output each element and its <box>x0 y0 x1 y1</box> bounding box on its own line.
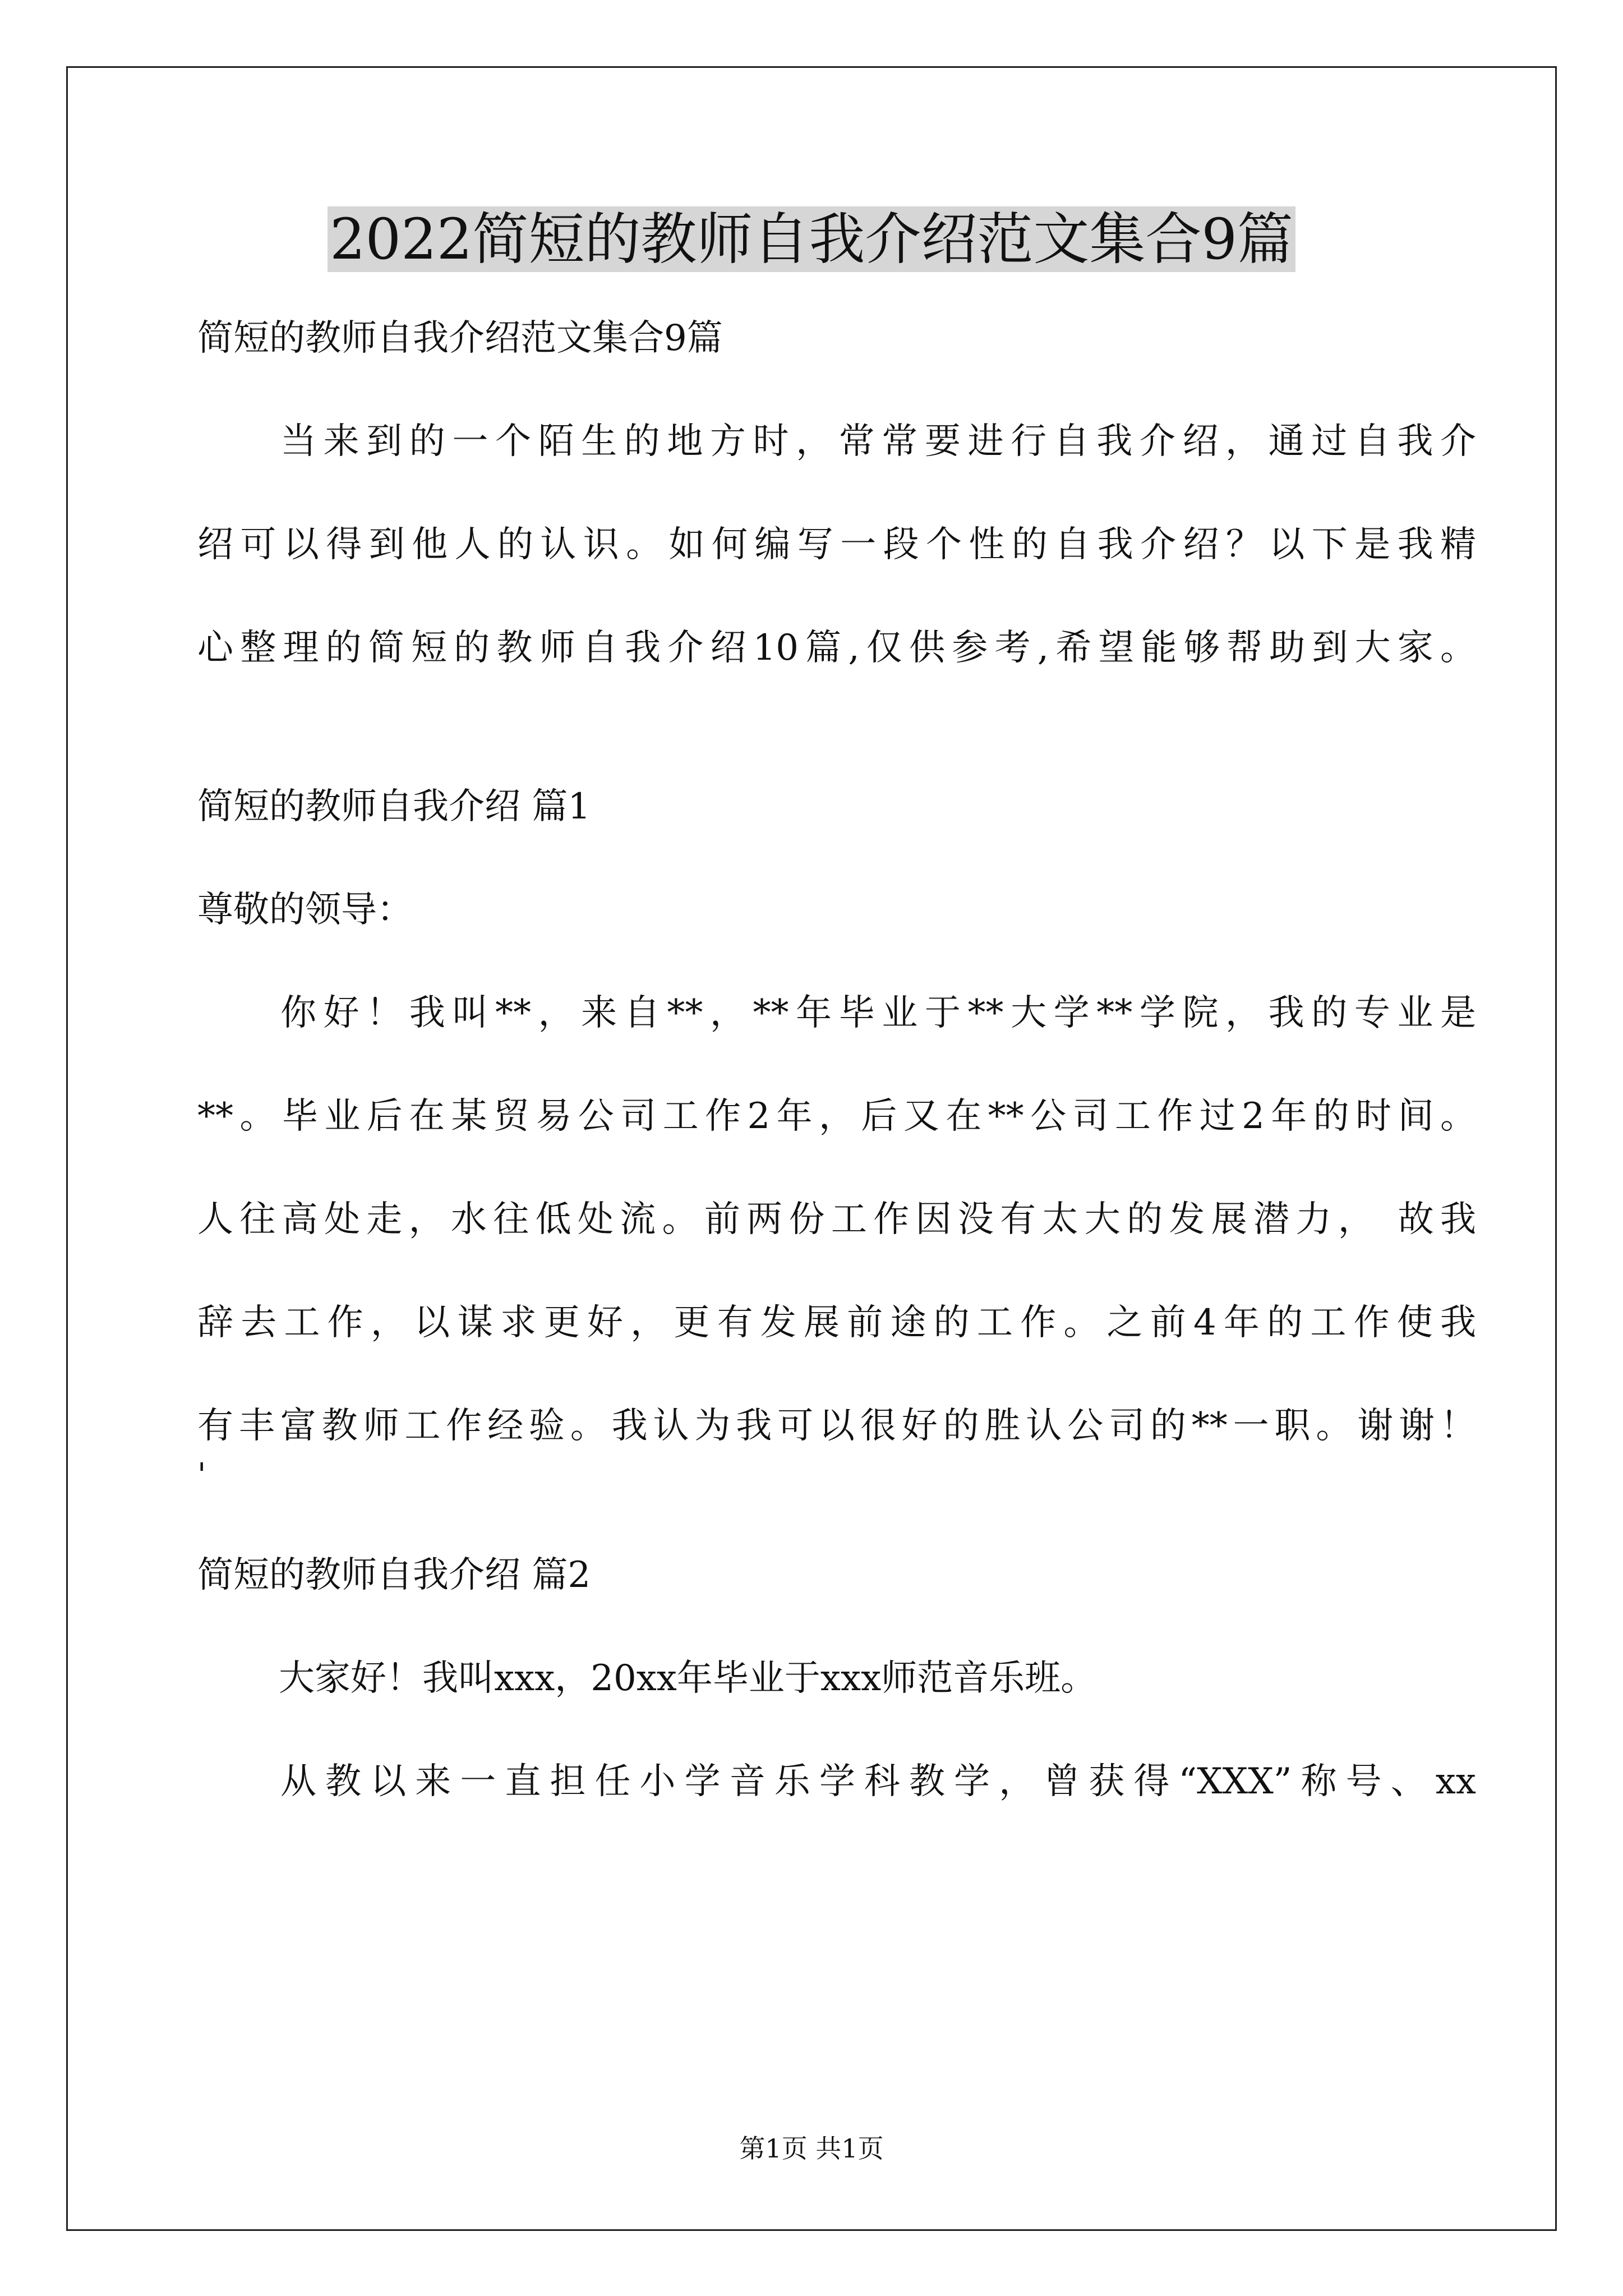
section-1-line-3: 人往高处走，水往低处流。前两份工作因没有太大的发展潜力， 故我 <box>197 1199 1476 1240</box>
section-1-line-1: 你好！我叫**，来自**，**年毕业于**大学**学院，我的专业是 <box>280 992 1476 1034</box>
intro-line-2: 绍可以得到他人的认识。如何编写一段个性的自我介绍？以下是我精 <box>197 524 1476 565</box>
document-title <box>0 203 1623 276</box>
page-footer: 第1页 共1页 <box>739 2133 884 2164</box>
intro-line-1: 当来到的一个陌生的地方时，常常要进行自我介绍，通过自我介 <box>280 421 1476 462</box>
section-1-line-5: 有丰富教师工作经验。我认为我可以很好的胜认公司的**一职。谢谢！ <box>197 1405 1476 1447</box>
subtitle: 简短的教师自我介绍范文集合9篇 <box>197 318 723 359</box>
section-1-trailing-mark: ' <box>197 1457 206 1493</box>
intro-line-3: 心整理的简短的教师自我介绍10篇,仅供参考,希望能够帮助到大家。 <box>197 627 1476 669</box>
document-title-text: 2022简短的教师自我介绍范文集合9篇 <box>328 206 1295 272</box>
section-1-line-4: 辞去工作，以谋求更好，更有发展前途的工作。之前4年的工作使我 <box>197 1302 1476 1343</box>
section-2-line-2: 从教以来一直担任小学音乐学科教学，曾获得“XXX”称号、xx <box>280 1761 1476 1802</box>
section-1-line-2: **。毕业后在某贸易公司工作2年，后又在**公司工作过2年的时间。 <box>197 1096 1476 1137</box>
section-1-greeting: 尊敬的领导： <box>197 889 413 931</box>
document-body <box>197 311 1476 1809</box>
section-2-line-1: 大家好！我叫xxx，20xx年毕业于xxx师范音乐班。 <box>279 1658 1097 1699</box>
section-1-heading: 简短的教师自我介绍 篇1 <box>197 786 591 827</box>
section-2-heading: 简短的教师自我介绍 篇2 <box>197 1554 591 1596</box>
